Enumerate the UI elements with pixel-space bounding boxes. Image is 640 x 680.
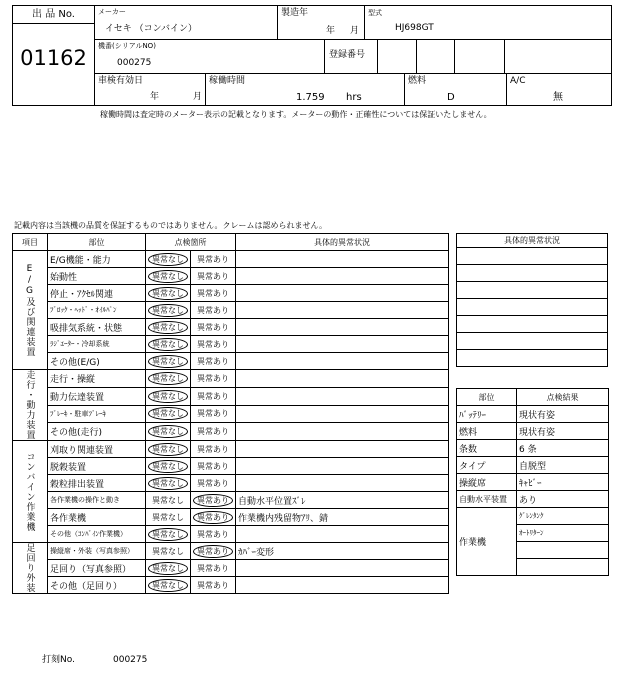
part-name: ﾌﾞﾚｰｷ・駐車ﾌﾞﾚｰｷ <box>48 405 146 423</box>
hours-unit: hrs <box>346 92 362 103</box>
detail-text <box>236 458 449 475</box>
detail-text: 作業機内残留物ｱﾘ、錆 <box>236 509 449 526</box>
abnormal-option: 異常あり <box>197 580 229 590</box>
result-part: ﾊﾞｯﾃﾘｰ <box>457 406 517 423</box>
part-name: 各作業機の操作と動き <box>48 492 146 509</box>
reg-cell-3 <box>455 40 505 74</box>
abnormal-option: 異常あり <box>197 563 229 573</box>
table-row <box>13 458 449 475</box>
part-name: ﾗｼﾞｴｰﾀｰ・冷却系統 <box>48 336 146 353</box>
fuel-value: D <box>447 92 455 103</box>
result-part: タイプ <box>457 457 517 474</box>
part-name: その他(走行) <box>48 423 146 441</box>
normal-cell[interactable] <box>146 336 191 353</box>
detail-empty-cell <box>457 350 608 367</box>
detail-text <box>236 336 449 353</box>
abnormal-cell[interactable] <box>191 285 236 302</box>
year-label: 製造年 <box>281 8 309 18</box>
group-label: 足回り外装 <box>24 543 35 593</box>
abnormal-option: 異常あり <box>197 409 229 419</box>
normal-cell[interactable] <box>146 577 191 594</box>
result-row <box>457 457 609 474</box>
normal-option: 異常なし <box>148 321 188 334</box>
abnormal-option: 異常あり <box>197 529 229 539</box>
table-row <box>13 441 449 458</box>
detail-text <box>236 251 449 268</box>
result-part: 条数 <box>457 440 517 457</box>
part-name: 各作業機 <box>48 509 146 526</box>
right-results-table <box>456 388 609 491</box>
part-name: 停止・ｱｸｾﾙ関連 <box>48 285 146 302</box>
reg-cell-4 <box>505 40 611 74</box>
abnormal-cell[interactable] <box>191 319 236 336</box>
group-label: 走行・動力装置 <box>24 370 35 440</box>
abnormal-cell[interactable] <box>191 405 236 423</box>
normal-option: 異常なし <box>148 304 188 317</box>
table-row <box>13 251 449 268</box>
normal-cell[interactable] <box>146 370 191 388</box>
detail-text: ｶﾊﾞｰ変形 <box>236 543 449 560</box>
result-value: 現状有姿 <box>517 423 609 440</box>
normal-option: 異常なし <box>152 546 184 556</box>
table-row <box>13 560 449 577</box>
table-header-row <box>13 234 449 251</box>
normal-option: 異常なし <box>148 443 188 456</box>
table-row <box>13 509 449 526</box>
normal-option: 異常なし <box>148 390 188 403</box>
abnormal-cell[interactable] <box>191 387 236 405</box>
detail-text: 自動水平位置ｽﾞﾚ <box>236 492 449 509</box>
work-machine-item: ｸﾞﾚﾝﾀﾝｸ <box>517 508 609 525</box>
table-row <box>13 319 449 336</box>
abnormal-cell[interactable] <box>191 441 236 458</box>
normal-option: 異常なし <box>148 562 188 575</box>
detail-text <box>236 319 449 336</box>
abnormal-cell[interactable] <box>191 268 236 285</box>
stamp-label: 打刻No. <box>42 655 75 665</box>
result-value: ｷｬﾋﾞｰ <box>517 474 609 491</box>
part-name: 脱穀装置 <box>48 458 146 475</box>
part-name: E/G機能・能力 <box>48 251 146 268</box>
table-row <box>13 423 449 441</box>
results-col-result: 点検結果 <box>517 389 609 406</box>
result-row <box>457 423 609 440</box>
right-detail-table <box>456 233 608 367</box>
lot-number: 01162 <box>20 46 87 70</box>
part-name: 刈取り関連装置 <box>48 441 146 458</box>
normal-option: 異常なし <box>148 270 188 283</box>
table-row <box>13 353 449 370</box>
normal-cell[interactable] <box>146 268 191 285</box>
part-name: その他（ｺﾝﾊﾞｲﾝ作業機） <box>48 526 146 543</box>
detail-text <box>236 285 449 302</box>
abnormal-cell[interactable] <box>191 492 236 509</box>
detail-text <box>236 526 449 543</box>
abnormal-option: 異常あり <box>197 373 229 383</box>
ac-value: 無 <box>553 92 563 103</box>
abnormal-option: 異常あり <box>193 511 233 524</box>
table-row <box>13 268 449 285</box>
part-name: 始動性 <box>48 268 146 285</box>
inspection-table <box>12 233 449 594</box>
group-label-cell <box>13 251 48 370</box>
hours-note: 稼働時間は査定時のメーター表示の記載となります。メーターの動作・正確性については保証いたしません。 <box>100 110 492 119</box>
abnormal-option: 異常あり <box>197 427 229 437</box>
part-name: 動力伝達装置 <box>48 387 146 405</box>
detail-empty-cell <box>457 333 608 350</box>
abnormal-option: 異常あり <box>197 356 229 366</box>
normal-option: 異常なし <box>148 460 188 473</box>
normal-option: 異常なし <box>148 425 188 438</box>
abnormal-option: 異常あり <box>193 545 233 558</box>
auto-level-value: あり <box>517 491 609 508</box>
table-row <box>13 336 449 353</box>
abnormal-cell[interactable] <box>191 560 236 577</box>
detail-text <box>236 560 449 577</box>
col-part: 部位 <box>48 234 146 251</box>
abnormal-cell[interactable] <box>191 458 236 475</box>
group-label: コンバイン作業機 <box>24 451 35 532</box>
detail-text <box>236 387 449 405</box>
hours-label: 稼働時間 <box>209 76 246 86</box>
detail-text <box>236 353 449 370</box>
abnormal-cell[interactable] <box>191 509 236 526</box>
detail-empty-cell <box>457 282 608 299</box>
part-name: その他(E/G) <box>48 353 146 370</box>
maker-value: イセキ （コンバイン） <box>105 24 197 34</box>
normal-option: 異常なし <box>148 407 188 420</box>
table-row <box>13 475 449 492</box>
detail-empty-cell <box>457 265 608 282</box>
model-value: HJ698GT <box>395 23 434 33</box>
part-name: 操縦席・外装（写真参照） <box>48 543 146 560</box>
normal-option: 異常なし <box>148 579 188 592</box>
inspect-year: 年 <box>150 92 160 102</box>
abnormal-option: 異常あり <box>193 494 233 507</box>
work-machine-item <box>517 559 609 576</box>
lot-label: 出 品 No. <box>13 6 94 24</box>
inspect-label: 車検有効日 <box>98 76 144 86</box>
abnormal-cell[interactable] <box>191 423 236 441</box>
detail-text <box>236 302 449 319</box>
table-row <box>13 577 449 594</box>
header-grid <box>94 5 612 106</box>
abnormal-option: 異常あり <box>197 391 229 401</box>
abnormal-cell[interactable] <box>191 302 236 319</box>
fuel-label: 燃料 <box>408 76 427 86</box>
reg-cell-1 <box>378 40 417 74</box>
disclaimer: 記載内容は当該機の品質を保証するものではありません。クレームは認められません。 <box>14 221 327 230</box>
detail-text <box>236 577 449 594</box>
table-row <box>13 492 449 509</box>
abnormal-cell[interactable] <box>191 526 236 543</box>
group-label: E/G及び関連装置 <box>24 263 35 357</box>
abnormal-cell[interactable] <box>191 543 236 560</box>
year-unit: 年 <box>326 26 336 36</box>
reg-cell-2 <box>417 40 455 74</box>
part-name: その他（足回り） <box>48 577 146 594</box>
abnormal-option: 異常あり <box>197 254 229 264</box>
result-value: 現状有姿 <box>517 406 609 423</box>
part-name: ﾌﾞﾛｯｸ・ﾍｯﾄﾞ・ｵｲﾙﾊﾟﾝ <box>48 302 146 319</box>
inspect-month: 月 <box>193 92 203 102</box>
normal-option: 異常なし <box>148 528 188 541</box>
normal-option: 異常なし <box>152 512 184 522</box>
table-row <box>13 543 449 560</box>
abnormal-cell[interactable] <box>191 370 236 388</box>
abnormal-option: 異常あり <box>197 444 229 454</box>
abnormal-cell[interactable] <box>191 353 236 370</box>
serial-label: 機番(シリアルNO) <box>98 42 156 50</box>
table-row <box>13 526 449 543</box>
abnormal-option: 異常あり <box>197 288 229 298</box>
normal-cell[interactable] <box>146 405 191 423</box>
normal-option: 異常なし <box>148 253 188 266</box>
lot-box <box>12 5 95 106</box>
result-value: 自脱型 <box>517 457 609 474</box>
detail-text <box>236 423 449 441</box>
auto-level-label: 自動水平装置 <box>457 491 517 508</box>
group-label-cell <box>13 370 48 441</box>
result-row <box>457 406 609 423</box>
normal-option: 異常なし <box>148 372 188 385</box>
detail-text <box>236 268 449 285</box>
reg-label: 登録番号 <box>329 50 366 60</box>
normal-cell[interactable] <box>146 251 191 268</box>
part-name: 走行・操縦 <box>48 370 146 388</box>
normal-option: 異常なし <box>148 477 188 490</box>
work-machine-label: 作業機 <box>457 508 517 576</box>
col-check: 点検箇所 <box>146 234 236 251</box>
work-machine-item <box>517 542 609 559</box>
detail-text <box>236 405 449 423</box>
normal-option: 異常なし <box>148 287 188 300</box>
detail-text <box>236 370 449 388</box>
ac-label: A/C <box>510 76 526 86</box>
normal-cell[interactable] <box>146 475 191 492</box>
right-extra-table <box>456 490 609 576</box>
normal-option: 異常なし <box>152 495 184 505</box>
part-name: 穀粒排出装置 <box>48 475 146 492</box>
abnormal-cell[interactable] <box>191 251 236 268</box>
table-row <box>13 405 449 423</box>
result-value: 6 条 <box>517 440 609 457</box>
group-label-cell <box>13 543 48 594</box>
normal-cell[interactable] <box>146 441 191 458</box>
normal-cell[interactable] <box>146 509 191 526</box>
detail-empty-cell <box>457 299 608 316</box>
result-row <box>457 440 609 457</box>
result-row <box>457 474 609 491</box>
normal-cell[interactable] <box>146 319 191 336</box>
normal-cell[interactable] <box>146 387 191 405</box>
normal-cell[interactable] <box>146 302 191 319</box>
result-part: 操縦席 <box>457 474 517 491</box>
detail-empty-cell <box>457 316 608 333</box>
normal-cell[interactable] <box>146 526 191 543</box>
normal-cell[interactable] <box>146 560 191 577</box>
normal-option: 異常なし <box>148 355 188 368</box>
table-row <box>13 387 449 405</box>
col-item: 項目 <box>13 234 48 251</box>
abnormal-option: 異常あり <box>197 461 229 471</box>
serial-value: 000275 <box>117 58 152 68</box>
result-part: 燃料 <box>457 423 517 440</box>
normal-cell[interactable] <box>146 458 191 475</box>
table-row <box>13 302 449 319</box>
abnormal-cell[interactable] <box>191 336 236 353</box>
detail-empty-cell <box>457 248 608 265</box>
normal-cell[interactable] <box>146 353 191 370</box>
abnormal-cell[interactable] <box>191 475 236 492</box>
abnormal-option: 異常あり <box>197 339 229 349</box>
detail-text <box>236 475 449 492</box>
normal-option: 異常なし <box>148 338 188 351</box>
abnormal-option: 異常あり <box>197 305 229 315</box>
maker-label: メーカー <box>98 8 126 16</box>
table-row <box>13 285 449 302</box>
table-row <box>13 370 449 388</box>
normal-cell[interactable] <box>146 423 191 441</box>
right-detail-title: 具体的異常状況 <box>457 234 608 248</box>
abnormal-option: 異常あり <box>197 322 229 332</box>
abnormal-option: 異常あり <box>197 271 229 281</box>
normal-cell[interactable] <box>146 543 191 560</box>
hours-value: 1.759 <box>296 92 325 103</box>
model-label: 型式 <box>368 9 382 17</box>
normal-cell[interactable] <box>146 492 191 509</box>
stamp-value: 000275 <box>113 655 148 665</box>
detail-text <box>236 441 449 458</box>
month-unit: 月 <box>350 26 360 36</box>
group-label-cell <box>13 441 48 543</box>
abnormal-option: 異常あり <box>197 478 229 488</box>
results-col-part: 部位 <box>457 389 517 406</box>
abnormal-cell[interactable] <box>191 577 236 594</box>
part-name: 吸排気系統・状態 <box>48 319 146 336</box>
col-detail: 具体的異常状況 <box>236 234 449 251</box>
part-name: 足回り（写真参照） <box>48 560 146 577</box>
normal-cell[interactable] <box>146 285 191 302</box>
work-machine-item: ｵｰﾄﾘﾀｰﾝ <box>517 525 609 542</box>
